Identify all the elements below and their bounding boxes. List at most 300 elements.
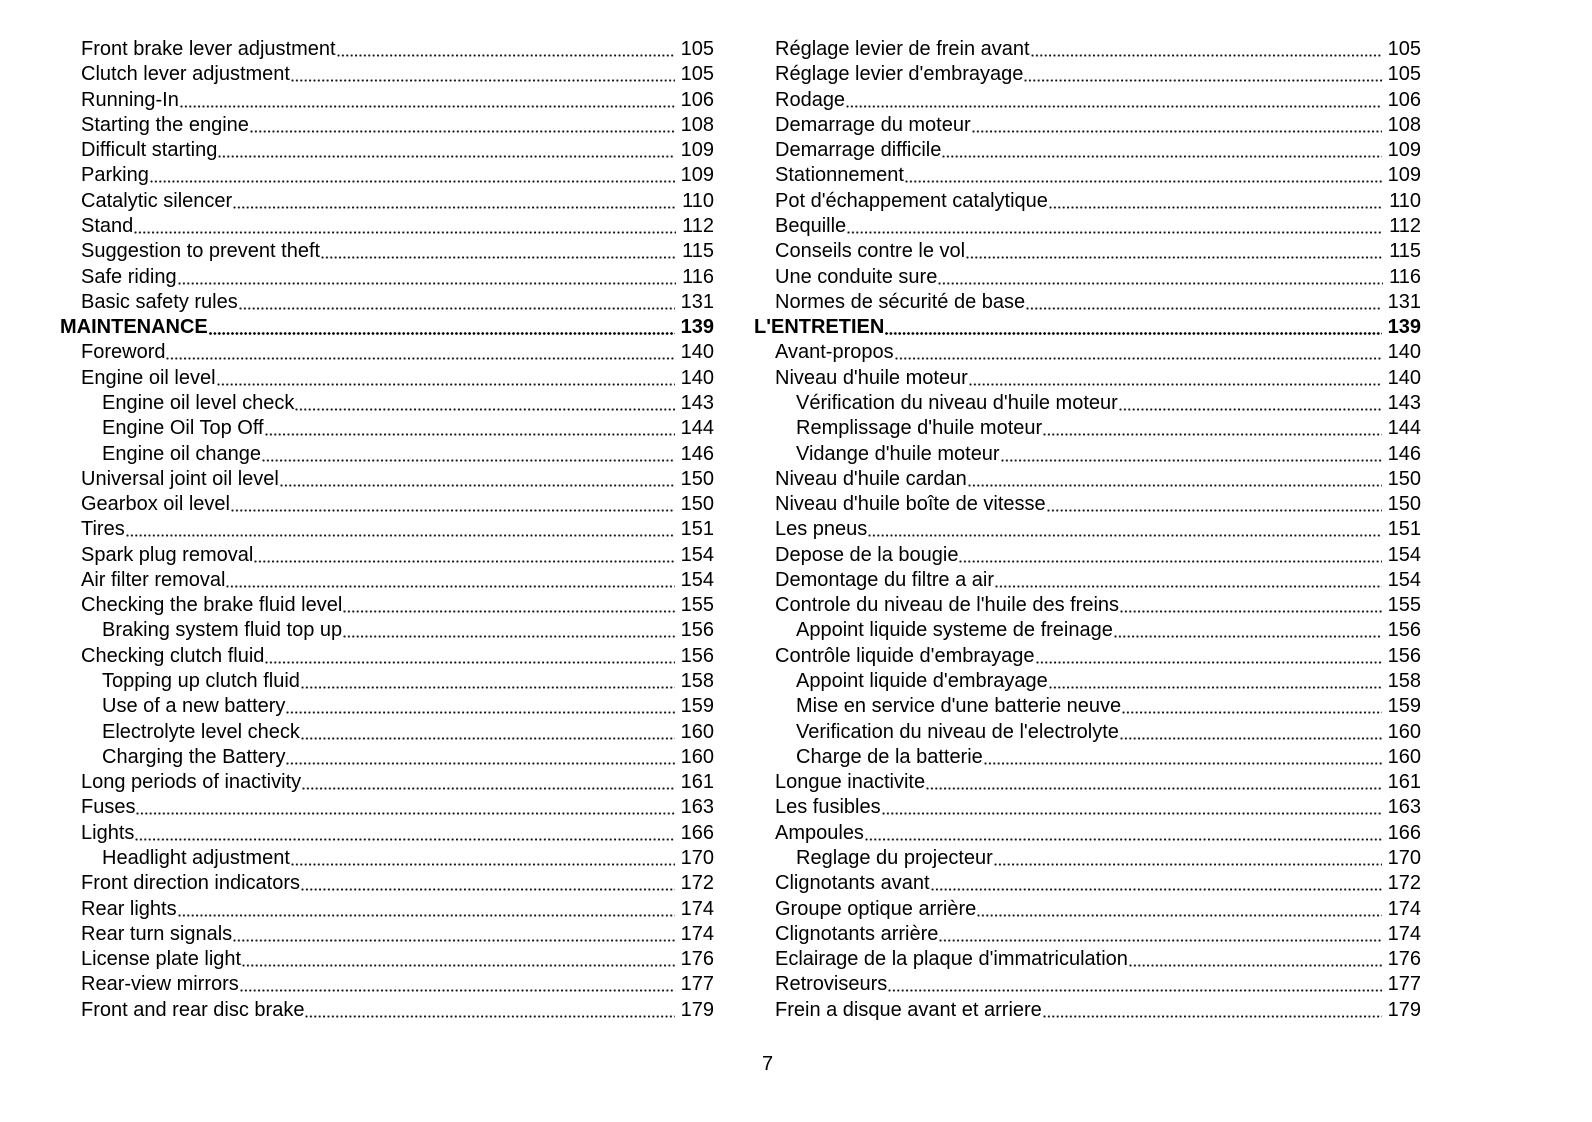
dot-leader [1036,644,1382,669]
dot-leader [1047,492,1382,517]
toc-entry-page: 146 [680,442,714,465]
dot-leader [343,593,674,618]
toc-entry-title: Catalytic silencer [81,189,233,212]
dot-leader [995,568,1382,593]
toc-entry-page: 161 [1387,771,1421,794]
dot-leader [291,62,675,87]
toc-entry-title: Normes de sécurité de base [775,290,1026,313]
dot-leader [938,265,1383,290]
toc-entry [754,947,1421,972]
toc-entry-title: Stand [81,214,134,237]
toc-entry-title: Contrôle liquide d'embrayage [775,644,1035,667]
toc-entry-title: Universal joint oil level [81,467,279,490]
dot-leader [1119,391,1382,416]
toc-entry-title: Front brake lever adjustment [81,38,336,60]
toc-entry-title: Niveau d'huile boîte de vitesse [775,493,1046,516]
toc-entry [60,138,714,163]
dot-leader [977,897,1381,922]
toc-entry-page: 105 [1387,38,1421,60]
toc-entry-page: 156 [680,644,714,667]
toc-entry-title: Fuses [81,796,136,819]
toc-entry-page: 143 [680,391,714,414]
dot-leader [305,998,674,1023]
toc-entry-title: Depose de la bougie [775,543,959,566]
dot-leader [926,770,1382,795]
toc-entry-page: 151 [1387,518,1421,541]
toc-entry [60,694,714,719]
toc-entry-page: 172 [1387,872,1421,895]
toc-entry-title: Ampoules [775,821,864,844]
toc-entry [754,720,1421,745]
toc-entry [754,138,1421,163]
toc-entry-title: Clutch lever adjustment [81,63,290,86]
toc-entry-title: Starting the engine [81,113,249,136]
toc-entry [60,846,714,871]
toc-entry-title: Lights [81,821,135,844]
toc-entry-page: 163 [680,796,714,819]
toc-entry [60,442,714,467]
toc-entry-page: 170 [1387,847,1421,869]
toc-entry-title: Reglage du projecteur [796,847,993,869]
toc-entry-title: Pot d'échappement catalytique [775,189,1048,212]
toc-entry-page: 156 [1387,619,1421,642]
toc-entry [754,416,1421,441]
toc-entry-page: 160 [680,745,714,768]
toc-entry-title: Checking clutch fluid [81,644,265,667]
toc-entry [754,113,1421,138]
toc-entry-title: Groupe optique arrière [775,897,977,920]
dot-leader [984,745,1382,770]
toc-entry-title: Engine oil change [102,442,262,465]
toc-entry-title: Eclairage de la plaque d'immatriculation [775,948,1128,971]
dot-leader [895,340,1382,365]
toc-entry-title: Une conduite sure [775,265,938,288]
toc-entry [754,467,1421,492]
toc-entry [754,442,1421,467]
toc-entry [60,214,714,239]
dot-leader [1043,998,1382,1023]
toc-entry-title: Topping up clutch fluid [102,670,300,693]
toc-entry-page: 116 [1389,265,1421,288]
toc-entry-page: 172 [680,872,714,895]
toc-entry [754,568,1421,593]
toc-entry-title: Rear-view mirrors [81,973,239,996]
toc-entry-title: Front and rear disc brake [81,998,305,1021]
toc-entry [60,897,714,922]
dot-leader [905,163,1382,188]
toc-entry-page: 160 [1387,745,1421,768]
dot-leader [337,37,675,62]
dot-leader [888,972,1381,997]
dot-leader [968,467,1382,492]
toc-entry-title: Verification du niveau de l'electrolyte [796,720,1119,743]
toc-entry-title: Front direction indicators [81,872,300,895]
toc-entry [60,113,714,138]
dot-leader [868,517,1381,542]
dot-leader [969,366,1382,391]
toc-entry-page: 106 [680,88,714,111]
dot-leader [847,214,1383,239]
dot-leader [231,492,675,517]
toc-entry-page: 174 [680,922,714,945]
toc-entry-page: 154 [1387,543,1421,566]
dot-leader [233,922,674,947]
toc-entry [60,239,714,264]
dot-leader [972,113,1382,138]
toc-entry [754,492,1421,517]
dot-leader [180,88,675,113]
toc-entry [754,795,1421,820]
toc-entry-title: MAINTENANCE [60,316,208,339]
toc-entry-title: Tires [81,518,125,541]
toc-entry [60,543,714,568]
toc-entry-title: Braking system fluid top up [102,619,343,642]
toc-entry-title: Retroviseurs [775,973,888,996]
toc-entry [60,265,714,290]
toc-entry-title: Réglage levier de frein avant [775,38,1030,60]
toc-entry [60,644,714,669]
toc-entry-page: 154 [680,568,714,591]
toc-entry-title: Appoint liquide d'embrayage [796,670,1048,693]
dot-leader [959,543,1381,568]
toc-entry [754,391,1421,416]
toc-entry-page: 174 [1387,897,1421,920]
toc-entry-page: 105 [680,38,714,60]
toc-entry-page: 139 [1387,316,1421,339]
toc-entry [60,416,714,441]
toc-entry [754,163,1421,188]
toc-entry-page: 154 [680,543,714,566]
dot-leader [250,113,675,138]
dot-leader [302,770,674,795]
toc-entry-title: Clignotants avant [775,872,930,895]
toc-entry-page: 174 [1387,922,1421,945]
toc-entry-page: 109 [680,139,714,162]
toc-entry-title: Engine Oil Top Off [102,417,264,440]
toc-entry-page: 140 [1387,366,1421,389]
dot-leader [846,88,1382,113]
toc-entry [60,391,714,416]
toc-entry-page: 112 [682,214,714,237]
toc-entry [60,163,714,188]
dot-leader [1122,694,1382,719]
dot-leader [1031,37,1382,62]
toc-entry-page: 176 [1387,948,1421,971]
dot-leader [301,720,675,745]
dot-leader [1024,62,1381,87]
toc-entry [60,467,714,492]
toc-entry-title: Safe riding [81,265,177,288]
toc-entry-title: Frein a disque avant et arriere [775,998,1042,1021]
toc-entry [754,189,1421,214]
dot-leader [233,189,676,214]
toc-entry-page: 156 [1387,644,1421,667]
toc-entry [754,290,1421,315]
toc-entry [754,88,1421,113]
toc-entry [754,897,1421,922]
dot-leader [295,391,674,416]
toc-entry [754,821,1421,846]
toc-entry [60,517,714,542]
toc-entry-page: 131 [680,290,714,313]
dot-leader [254,543,674,568]
toc-entry [754,543,1421,568]
toc-entry-page: 131 [1387,290,1421,313]
toc-chapter-heading [754,315,1421,340]
dot-leader [286,745,674,770]
toc-entry-page: 105 [680,63,714,86]
toc-entry-page: 155 [680,594,714,617]
toc-entry [60,947,714,972]
toc-entry-title: Bequille [775,214,847,237]
toc-entry [754,694,1421,719]
toc-entry-title: Demarrage difficile [775,139,942,162]
dot-leader [321,239,676,264]
toc-entry [60,669,714,694]
toc-entry [754,214,1421,239]
toc-entry [60,821,714,846]
dot-leader [240,972,675,997]
toc-entry-page: 112 [1389,214,1421,237]
dot-leader [931,871,1382,896]
toc-entry [754,340,1421,365]
toc-entry-page: 108 [680,113,714,136]
toc-entry [754,265,1421,290]
toc-entry-page: 109 [680,164,714,187]
toc-entry-title: Niveau d'huile moteur [775,366,968,389]
toc-entry-title: Réglage levier d'embrayage [775,63,1024,86]
toc-entry-title: Suggestion to prevent theft [81,240,321,263]
toc-entry [60,720,714,745]
toc-entry [754,998,1421,1023]
toc-entry [754,618,1421,643]
toc-entry-title: Engine oil level check [102,391,295,414]
toc-entry-title: Remplissage d'huile moteur [796,417,1043,440]
dot-leader [126,517,675,542]
dot-leader [135,821,674,846]
toc-entry-title: Avant-propos [775,341,894,364]
toc-entry-page: 139 [680,316,714,339]
toc-entry-page: 144 [680,417,714,440]
dot-leader [882,795,1382,820]
toc-entry [754,745,1421,770]
toc-entry [754,972,1421,997]
toc-entry [754,644,1421,669]
toc-entry-title: Basic safety rules [81,290,238,313]
toc-entry [60,922,714,947]
dot-leader [966,239,1383,264]
toc-entry-page: 158 [680,670,714,693]
dot-leader [217,366,675,391]
toc-entry [754,922,1421,947]
dot-leader [994,846,1382,871]
toc-entry-page: 140 [680,341,714,364]
toc-entry-page: 160 [1387,720,1421,743]
dot-leader [942,138,1381,163]
toc-entry-title: Les fusibles [775,796,881,819]
toc-entry-title: Difficult starting [81,139,218,162]
toc-entry-title: Demarrage du moteur [775,113,971,136]
toc-entry [754,517,1421,542]
toc-entry [754,239,1421,264]
dot-leader [1001,442,1382,467]
toc-entry [754,871,1421,896]
toc-entry-page: 115 [682,240,714,263]
toc-entry-title: Vidange d'huile moteur [796,442,1000,465]
toc-entry-page: 150 [680,467,714,490]
toc-entry [60,366,714,391]
dot-leader [239,290,675,315]
dot-leader [150,163,675,188]
toc-entry-page: 110 [682,189,714,212]
toc-entry [754,366,1421,391]
dot-leader [166,340,674,365]
toc-entry [754,37,1421,62]
toc-entry [60,88,714,113]
toc-entry-title: License plate light [81,948,242,971]
toc-entry-title: Running-In [81,88,179,111]
toc-entry-title: Rodage [775,88,846,111]
toc-entry [60,37,714,62]
toc-chapter-heading [60,315,714,340]
toc-entry-title: L'ENTRETIEN [754,316,885,339]
toc-entry-title: Les pneus [775,518,868,541]
toc-entry-title: Rear turn signals [81,922,233,945]
dot-leader [301,669,675,694]
toc-entry-page: 170 [680,847,714,869]
toc-entry-page: 116 [682,265,714,288]
toc-entry [754,669,1421,694]
toc-entry-page: 110 [1389,189,1421,212]
toc-entry-page: 140 [680,366,714,389]
toc-entry [60,62,714,87]
toc-entry-page: 159 [1387,695,1421,718]
toc-entry-page: 176 [680,948,714,971]
page-number: 7 [762,1053,774,1075]
toc-entry-page: 106 [1387,88,1421,111]
toc-entry [60,340,714,365]
toc-entry-title: Engine oil level [81,366,216,389]
toc-entry-title: Checking the brake fluid level [81,594,343,617]
toc-entry [60,795,714,820]
toc-entry-page: 166 [1387,821,1421,844]
dot-leader [343,618,675,643]
dot-leader [1120,720,1382,745]
toc-entry-page: 177 [1387,973,1421,996]
toc-entry-title: Rear lights [81,897,177,920]
toc-entry-title: Spark plug removal [81,543,254,566]
toc-entry-title: Charging the Battery [102,745,286,768]
dot-leader [1043,416,1381,441]
toc-entry-page: 150 [1387,467,1421,490]
dot-leader [226,568,674,593]
toc-entry [60,770,714,795]
toc-entry-page: 108 [1387,113,1421,136]
dot-leader [209,315,675,340]
toc-entry-title: Mise en service d'une batterie neuve [796,695,1122,718]
dot-leader [178,265,676,290]
toc-entry [60,972,714,997]
toc-entry-title: Stationnement [775,164,904,187]
dot-leader [1114,618,1382,643]
toc-entry-title: Controle du niveau de l'huile des freins [775,594,1120,617]
toc-entry-page: 179 [1387,998,1421,1021]
dot-leader [865,821,1382,846]
toc-entry-page: 109 [1387,164,1421,187]
toc-entry-title: Appoint liquide systeme de freinage [796,619,1113,642]
toc-entry [60,593,714,618]
dot-leader [134,214,676,239]
toc-entry-page: 150 [1387,493,1421,516]
dot-leader [218,138,674,163]
dot-leader [301,871,675,896]
toc-entry-title: Headlight adjustment [102,847,290,869]
dot-leader [265,644,674,669]
toc-column-french [754,37,1421,1023]
toc-entry-title: Demontage du filtre a air [775,568,995,591]
toc-entry-page: 105 [1387,63,1421,86]
toc-entry-page: 158 [1387,670,1421,693]
dot-leader [262,442,675,467]
dot-leader [286,694,674,719]
dot-leader [242,947,675,972]
toc-entry [754,593,1421,618]
toc-entry-page: 160 [680,720,714,743]
toc-entry-title: Charge de la batterie [796,745,983,768]
dot-leader [265,416,675,441]
toc-entry [754,846,1421,871]
toc-entry-page: 143 [1387,391,1421,414]
dot-leader [1120,593,1382,618]
toc-entry-page: 144 [1387,417,1421,440]
toc-entry-page: 174 [680,897,714,920]
toc-entry [60,998,714,1023]
toc-entry-page: 161 [680,771,714,794]
toc-entry [60,290,714,315]
toc-entry-page: 150 [680,493,714,516]
toc-entry-page: 151 [680,518,714,541]
toc-entry-title: Foreword [81,341,166,364]
toc-entry-page: 146 [1387,442,1421,465]
toc-entry-page: 159 [680,695,714,718]
toc-entry-page: 109 [1387,139,1421,162]
toc-entry-title: Parking [81,164,149,187]
dot-leader [1129,947,1382,972]
toc-entry-title: Air filter removal [81,568,226,591]
dot-leader [1049,189,1383,214]
toc-entry-title: Niveau d'huile cardan [775,467,967,490]
dot-leader [1049,669,1382,694]
toc-entry-page: 154 [1387,568,1421,591]
toc-entry [60,492,714,517]
toc-entry-page: 115 [1389,240,1421,263]
toc-entry-title: Clignotants arrière [775,922,939,945]
toc-entry-title: Conseils contre le vol [775,240,966,263]
toc-entry-page: 163 [1387,796,1421,819]
toc-entry-page: 179 [680,998,714,1021]
toc-entry-page: 140 [1387,341,1421,364]
dot-leader [178,897,675,922]
toc-entry [60,618,714,643]
toc-entry-title: Gearbox oil level [81,493,230,516]
toc-entry-page: 177 [680,973,714,996]
toc-entry-title: Vérification du niveau d'huile moteur [796,391,1118,414]
toc-entry-page: 155 [1387,594,1421,617]
dot-leader [885,315,1381,340]
toc-entry [60,745,714,770]
toc-entry-page: 156 [680,619,714,642]
dot-leader [1026,290,1381,315]
